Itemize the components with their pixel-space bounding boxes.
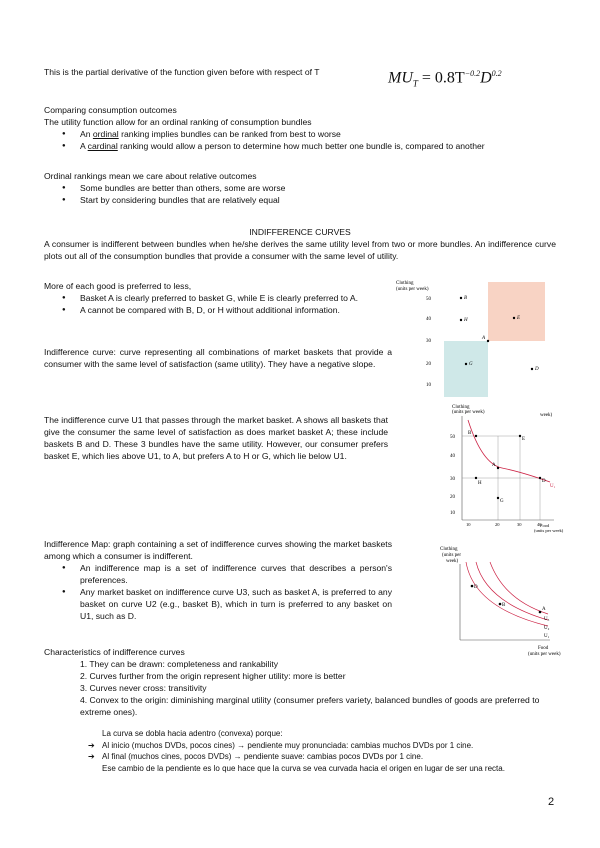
- spanish-note: [88, 728, 564, 774]
- u1-paragraph: The indifference curve U1 that passes through the market basket. A shows all baskets that give the consumer the same level of satisfaction as does market basket A; these include baskets B and D. These 3 bundles have the same utility. However, our consumer prefers basket E, which lies above U1, to A, but prefers A to H or G, which lie below U1.: [44, 415, 388, 461]
- fig3-xlabel-1: Food: [538, 646, 549, 651]
- ic-heading: INDIFFERENCE CURVES: [249, 227, 351, 237]
- spanish-title: La curva se dobla hacia adentro (convexa) porque:: [102, 729, 283, 738]
- fig2-point-a: [497, 467, 499, 469]
- fig3-label-b: B: [502, 603, 506, 608]
- comparing-title: Comparing consumption outcomes: [44, 105, 177, 115]
- more-section: [44, 280, 392, 316]
- fig1-point-g: [465, 363, 467, 365]
- fig1-ytick-30: 30: [426, 339, 431, 344]
- chars-title: Characteristics of indifference curves: [44, 647, 185, 657]
- page-number: 2: [548, 796, 555, 808]
- spanish-conclusion: Ese cambio de la pendiente es lo que hace que la curva se vea curvada hacia el origen en lugar de ser una recta.: [102, 763, 505, 773]
- fig2-xtick-20: 20: [495, 522, 500, 527]
- fig1-label-a: A: [482, 336, 486, 341]
- fig3-ylabel-1: Clothing: [440, 547, 458, 552]
- more-bullet-1: ● Basket A is clearly preferred to basket G, while E is clearly preferred to A.: [44, 292, 392, 304]
- fig2-ytick-50: 50: [450, 435, 455, 440]
- fig2-side-label: week): [540, 413, 553, 418]
- fig2-curve-u1: [468, 420, 550, 482]
- ordinal-line: Ordinal rankings mean we care about relative outcomes: [44, 171, 257, 181]
- fig1-point-d: [531, 368, 533, 370]
- fig1-ylabel-1: Clothing: [396, 281, 414, 286]
- fig2-ytick-40: 40: [450, 454, 455, 459]
- fig3-curve-label-u1: U₁: [544, 634, 550, 639]
- more-bullet-2: ● A cannot be compared with B, D, or H without additional information.: [44, 304, 392, 316]
- fig1-point-b: [460, 297, 462, 299]
- fig2-label-d: D: [542, 479, 546, 484]
- u1-figure: [440, 402, 564, 534]
- preferred-region: [488, 282, 545, 341]
- fig1-label-b: B: [464, 296, 468, 301]
- comparing-bullet-ordinal: [44, 128, 564, 140]
- formula-mid: = 0.8T: [417, 69, 465, 87]
- fig2-point-h: [475, 477, 477, 479]
- fig3-curve-label-u3: U₃: [544, 617, 550, 622]
- map-text: Indifference Map: graph containing a set of indifference curves showing the market baskets among which a consumer is indifferent.: [44, 539, 392, 561]
- fig2-label-b: B: [468, 431, 472, 436]
- b2-post: ranking would allow a person to determine how much better one bundle is, compared to another: [117, 141, 485, 151]
- fig1-ylabel-2: (units per week): [396, 287, 429, 292]
- fig3-ylabel-3: week): [446, 559, 459, 564]
- fig1-ytick-50: 50: [426, 297, 431, 302]
- fig3-point-a: [539, 611, 542, 614]
- fig3-curve-label-u2: U₂: [544, 626, 550, 631]
- fig2-point-d: [539, 477, 541, 479]
- fig2-xtick-40: 40: [537, 522, 542, 527]
- fig1-point-a: [487, 340, 489, 342]
- ic-definition: Indifference curve: curve representing all combinations of market baskets that provide a consumer with the same level of satisfaction (same utility). They have a negative slope.: [44, 347, 392, 369]
- fig2-label-a: A: [492, 463, 496, 468]
- chars-item-4: 4. Convex to the origin: diminishing marginal utility (consumer prefers variety, balanced bundles of goods are preferred to extreme ones).: [80, 695, 540, 717]
- fig2-point-g: [497, 497, 499, 499]
- more-line: More of each good is preferred to less,: [44, 281, 192, 291]
- b1-pre: An: [80, 129, 93, 139]
- formula-sub: T: [412, 78, 418, 89]
- ordinal-section: [44, 170, 564, 206]
- map-figure: [438, 540, 561, 657]
- fig2-label-g: G: [500, 499, 504, 504]
- fig3-point-b: [499, 603, 502, 606]
- chars-item-1: 1. They can be drawn: completeness and rankability: [80, 659, 279, 669]
- b1-post: ranking implies bundles can be ranked from best to worse: [118, 129, 341, 139]
- formula-exp2: 0.2: [491, 69, 502, 78]
- fig3-xlabel-2: (units per week): [528, 652, 561, 657]
- fig2-xtick-30: 30: [517, 522, 522, 527]
- spanish-bullet-2: ➔ Al final (muchos cines, pocos DVDs) → pendiente suave: cambias pocos DVDs por 1 cine.: [88, 751, 564, 763]
- fig1-label-h: H: [464, 318, 468, 323]
- fig3-ylabel-2: (units per: [442, 553, 462, 558]
- fig2-point-b: [475, 435, 477, 437]
- fig1-ytick-20: 20: [426, 362, 431, 367]
- less-preferred-region: [444, 341, 488, 397]
- fig2-xlabel-1: Food: [540, 523, 550, 528]
- fig2-label-h: H: [478, 481, 482, 486]
- map-section: [44, 538, 392, 622]
- fig1-label-d: D: [535, 367, 539, 372]
- b2-underline: cardinal: [87, 141, 118, 151]
- fig2-ytick-30: 30: [450, 477, 455, 482]
- spanish-bullet-1: ➔ Al inicio (muchos DVDs, pocos cines) → pendiente muy pronunciada: cambias muchos DVDs por 1 cine.: [88, 740, 564, 752]
- fig2-xtick-10: 10: [466, 522, 471, 527]
- chars-item-3: 3. Curves never cross: transitivity: [80, 683, 207, 693]
- fig2-ytick-10: 10: [450, 511, 455, 516]
- fig3-label-d: D: [474, 585, 478, 590]
- comparing-section: [44, 104, 564, 152]
- fig1-label-e: E: [517, 316, 521, 321]
- formula-d: D: [480, 69, 492, 87]
- fig3-curve-u2: [476, 562, 548, 620]
- mu-formula: [388, 68, 502, 90]
- formula-mu: MU: [388, 69, 413, 87]
- comparing-line: The utility function allow for an ordinal ranking of consumption bundles: [44, 117, 312, 127]
- fig2-curve-label: U₁: [550, 484, 556, 489]
- fig2-ylabel-2: (units per week): [452, 410, 485, 415]
- fig2-ytick-20: 20: [450, 495, 455, 500]
- fig2-label-e: E: [522, 437, 526, 442]
- chars-section: [44, 646, 564, 718]
- fig1-label-g: G: [469, 362, 473, 367]
- intro-text: This is the partial derivative of the function given before with respect of T: [44, 67, 320, 77]
- fig3-label-a: A: [542, 607, 546, 612]
- chars-item-2: 2. Curves further from the origin represent higher utility: more is better: [80, 671, 346, 681]
- b2-pre: A: [80, 141, 88, 151]
- fig2-xlabel-2: (units per week): [534, 528, 564, 533]
- map-bullet-2: ● Any market basket on indifference curve U3, such as basket A, is preferred to any basket on curve U2 (e.g., basket B), which in turn is preferred to any basket on U1, such as D.: [44, 586, 392, 622]
- fig1-point-h: [460, 319, 462, 321]
- ordinal-bullet-2: ● Start by considering bundles that are relatively equal: [44, 194, 564, 206]
- ic-paragraph: A consumer is indifferent between bundles when he/she derives the same utility level from two or more bundles. An indifference curve plots out all of the consumption bundles that provide a consumer with the same level of utility.: [44, 239, 556, 261]
- formula-exp1: −0.2: [464, 69, 481, 78]
- fig1-point-e: [513, 317, 515, 319]
- comparing-bullet-cardinal: [44, 140, 564, 152]
- fig1-ytick-10: 10: [426, 383, 431, 388]
- basket-figure: [396, 278, 556, 390]
- fig2-ylabel-1: Clothing: [452, 405, 470, 410]
- fig3-point-d: [471, 585, 474, 588]
- b1-underline: ordinal: [92, 129, 119, 139]
- fig1-ytick-40: 40: [426, 317, 431, 322]
- fig3-curve-u3: [490, 562, 548, 614]
- fig2-point-e: [519, 435, 521, 437]
- map-bullet-1: ● An indifference map is a set of indifference curves that describes a person's preferences.: [44, 562, 392, 586]
- ordinal-bullet-1: ● Some bundles are better than others, some are worse: [44, 182, 564, 194]
